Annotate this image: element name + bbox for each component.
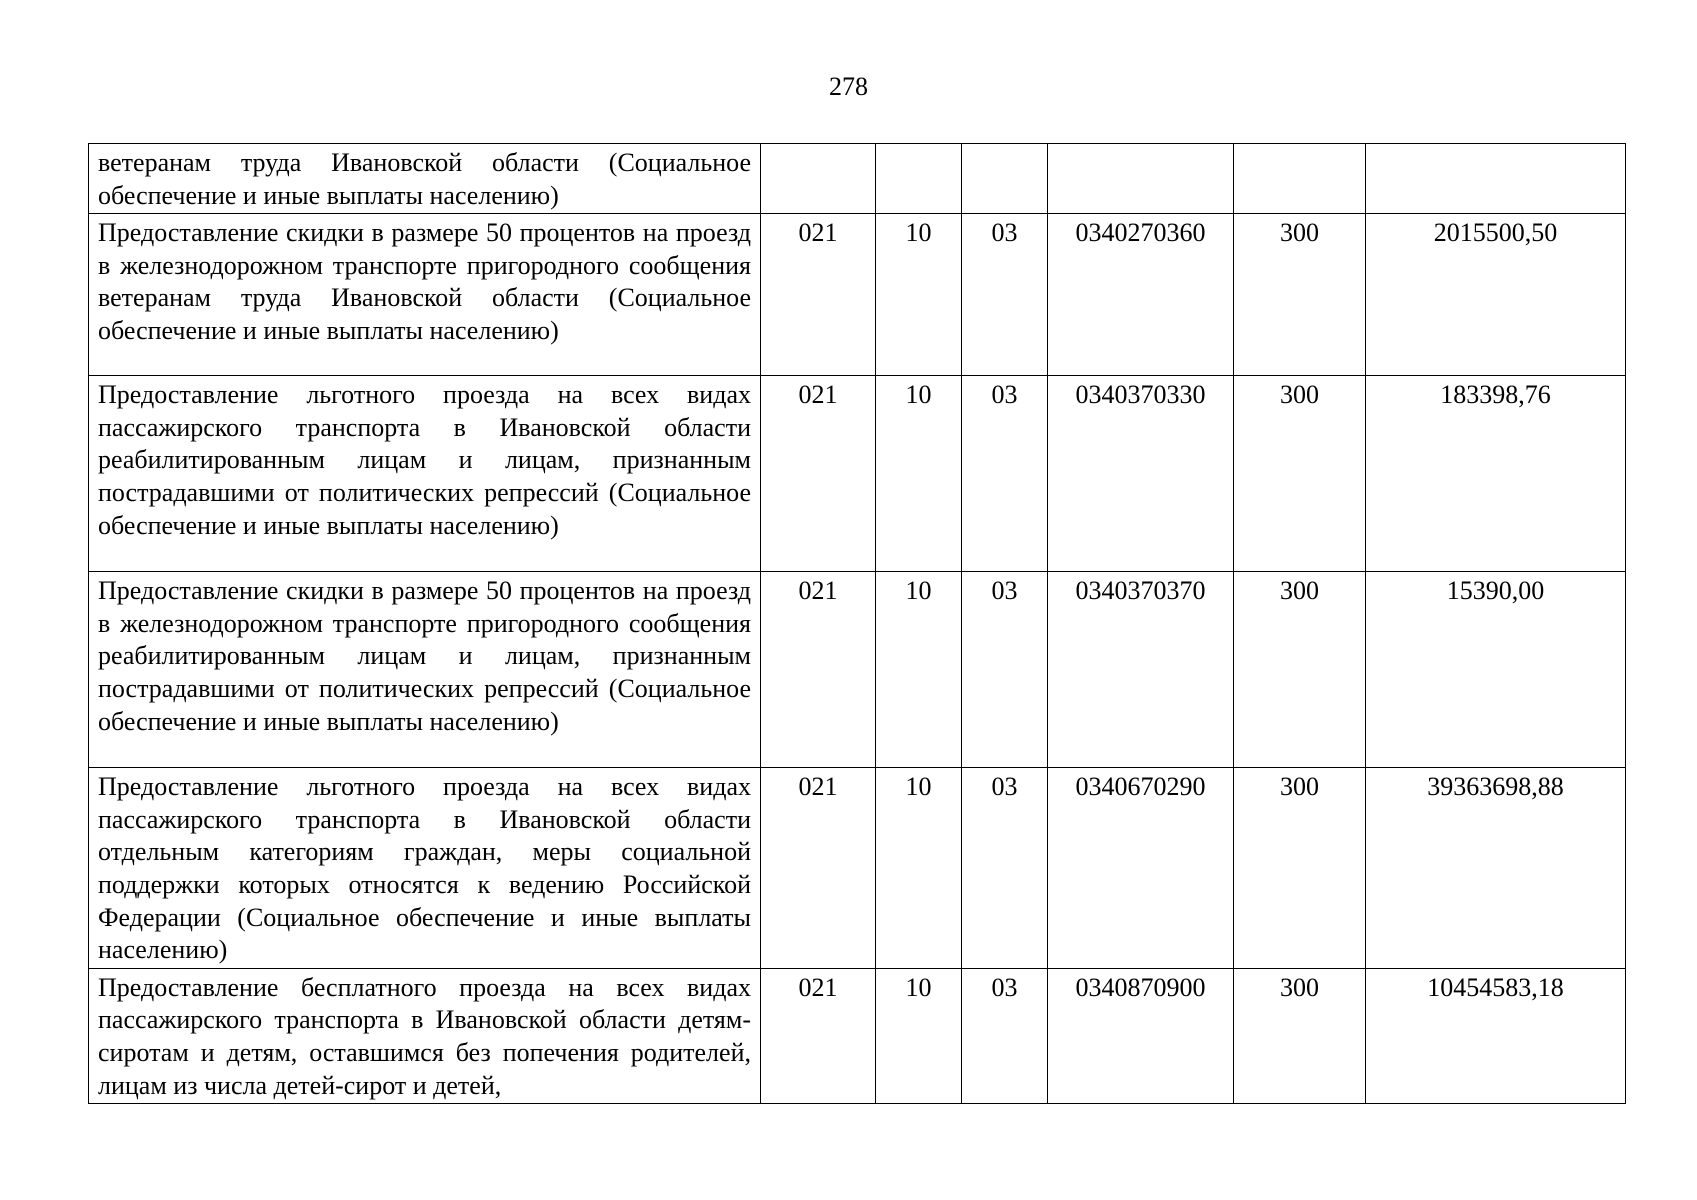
amount-cell: 39363698,88	[1366, 768, 1626, 969]
table-row	[89, 214, 1626, 376]
row-name-cell: Предоставление бесплатного проезда на всех видах пассажирского транспорта в Ивановской области детям-сиротам и детям, оставшимся без попечения родителей, лицам из числа детей-сирот и детей,	[89, 968, 761, 1103]
table-row	[89, 572, 1626, 768]
amount-cell	[1366, 144, 1626, 214]
ministry-code-cell: 021	[761, 214, 876, 376]
target-article-cell: 0340870900	[1048, 968, 1234, 1103]
subsection-cell	[962, 144, 1048, 214]
row-name-cell: Предоставление льготного проезда на всех видах пассажирского транспорта в Ивановской области отдельным категориям граждан, меры социальной поддержки которых относятся к ведению Российской Федерации (Социальное обеспечение и иные выплаты населению)	[89, 768, 761, 969]
target-article-cell: 0340270360	[1048, 214, 1234, 376]
target-article-cell: 0340370330	[1048, 376, 1234, 572]
amount-cell: 2015500,50	[1366, 214, 1626, 376]
amount-cell: 10454583,18	[1366, 968, 1626, 1103]
expense-type-cell: 300	[1234, 376, 1366, 572]
section-cell: 10	[876, 768, 962, 969]
target-article-cell: 0340670290	[1048, 768, 1234, 969]
ministry-code-cell	[761, 144, 876, 214]
amount-cell: 15390,00	[1366, 572, 1626, 768]
ministry-code-cell: 021	[761, 768, 876, 969]
ministry-code-cell: 021	[761, 376, 876, 572]
table-row	[89, 376, 1626, 572]
ministry-code-cell: 021	[761, 572, 876, 768]
expense-type-cell: 300	[1234, 572, 1366, 768]
table-row	[89, 968, 1626, 1103]
subsection-cell: 03	[962, 376, 1048, 572]
section-cell: 10	[876, 376, 962, 572]
subsection-cell: 03	[962, 768, 1048, 969]
section-cell	[876, 144, 962, 214]
subsection-cell: 03	[962, 968, 1048, 1103]
expense-type-cell: 300	[1234, 214, 1366, 376]
budget-table	[88, 143, 1626, 1104]
page-number: 278	[829, 72, 868, 101]
ministry-code-cell: 021	[761, 968, 876, 1103]
subsection-cell: 03	[962, 214, 1048, 376]
section-cell: 10	[876, 968, 962, 1103]
row-name-cell: Предоставление скидки в размере 50 процентов на проезд в железнодорожном транспорте пригородного сообщения реабилитированным лицам и лицам, признанным пострадавшими от политических репрессий (Социальное обеспечение и иные выплаты населению)	[89, 572, 761, 768]
table-row	[89, 144, 1626, 214]
section-cell: 10	[876, 572, 962, 768]
row-name-cell: Предоставление скидки в размере 50 процентов на проезд в железнодорожном транспорте пригородного сообщения ветеранам труда Ивановской области (Социальное обеспечение и иные выплаты населению)	[89, 214, 761, 376]
expense-type-cell	[1234, 144, 1366, 214]
target-article-cell	[1048, 144, 1234, 214]
expense-type-cell: 300	[1234, 968, 1366, 1103]
subsection-cell: 03	[962, 572, 1048, 768]
row-name-cell: Предоставление льготного проезда на всех видах пассажирского транспорта в Ивановской области реабилитированным лицам и лицам, признанным пострадавшими от политических репрессий (Социальное обеспечение и иные выплаты населению)	[89, 376, 761, 572]
expense-type-cell: 300	[1234, 768, 1366, 969]
row-name-cell: ветеранам труда Ивановской области (Социальное обеспечение и иные выплаты населению)	[89, 144, 761, 214]
table-row	[89, 768, 1626, 969]
section-cell: 10	[876, 214, 962, 376]
target-article-cell: 0340370370	[1048, 572, 1234, 768]
amount-cell: 183398,76	[1366, 376, 1626, 572]
